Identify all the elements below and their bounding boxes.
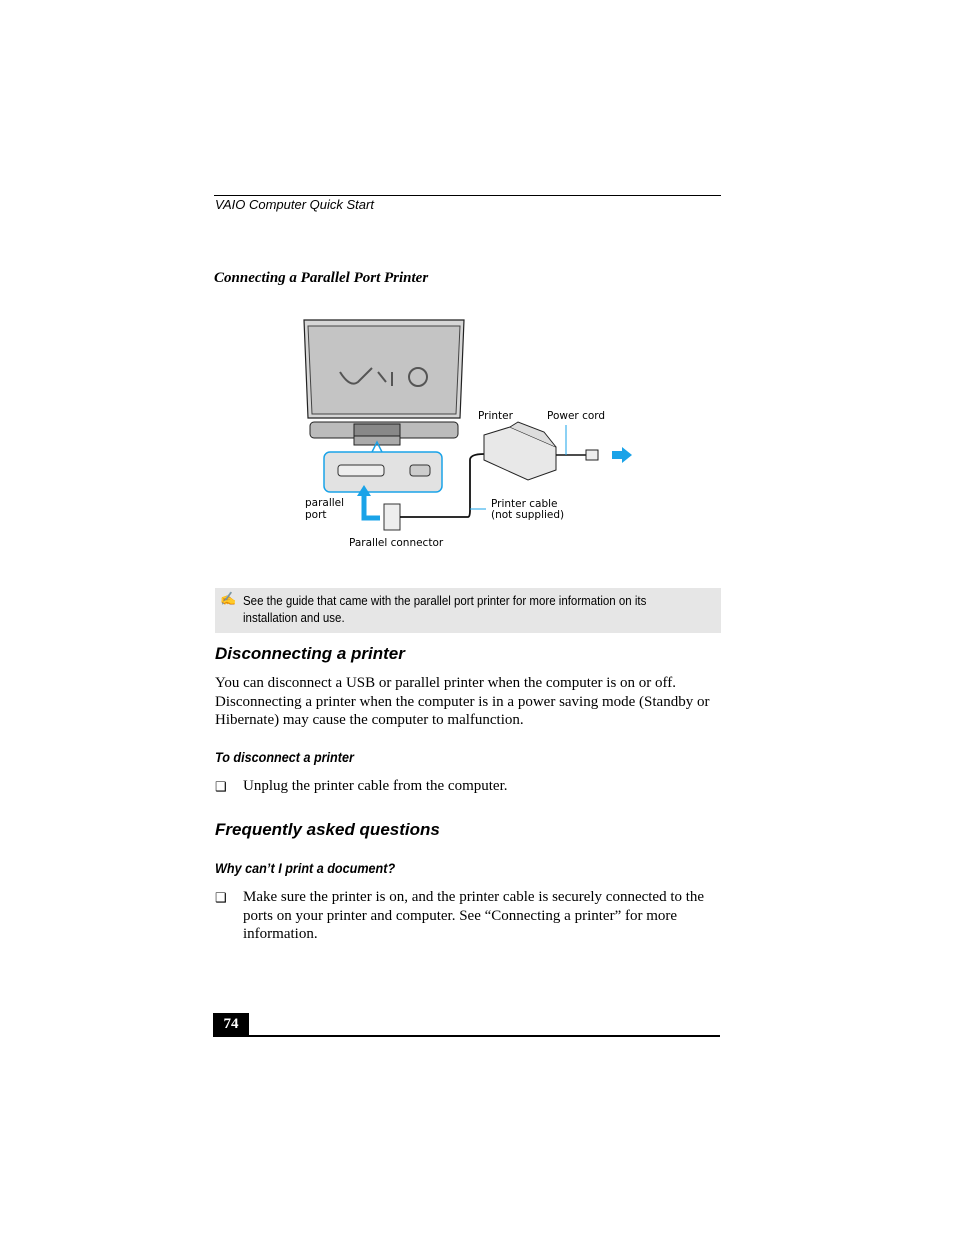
bullet-icon: ❑ — [215, 890, 227, 905]
printer-illustration — [484, 422, 556, 480]
arrow-icon — [364, 496, 380, 518]
heading-disconnecting: Disconnecting a printer — [215, 644, 405, 663]
note-text: See the guide that came with the parallel port printer for more information on its installation and use. — [243, 594, 647, 625]
parallel-port — [338, 465, 384, 476]
label-power-cord: Power cord — [547, 410, 606, 422]
page-number: 74 — [213, 1013, 249, 1036]
label-parallel-port: parallel — [305, 497, 345, 509]
pencil-note-icon: ✍ — [220, 591, 237, 606]
faq-question: Why can’t I print a document? — [215, 860, 396, 876]
label-parallel-connector: Parallel connector — [349, 537, 444, 549]
note-box — [215, 588, 721, 633]
bullet-icon: ❑ — [215, 779, 227, 794]
printer-connection-diagram — [300, 310, 640, 555]
footer-rule — [213, 1035, 720, 1037]
arrow-icon — [612, 447, 632, 463]
heading-to-disconnect: To disconnect a printer — [215, 749, 354, 765]
laptop-illustration — [304, 320, 464, 445]
parallel-connector — [384, 504, 400, 530]
figure-caption: Connecting a Parallel Port Printer — [214, 270, 429, 286]
header-rule — [214, 195, 721, 196]
label-printer-cable: Printer cable — [491, 498, 558, 510]
step-unplug: Unplug the printer cable from the computer. — [243, 778, 508, 794]
label-parallel-port-2: port — [305, 509, 327, 521]
paragraph-disconnecting: You can disconnect a USB or parallel printer when the computer is on or off. Disconnecting a printer when the computer is in a power saving mode (Standby or Hibernate) may cause the computer to malfunction. — [215, 675, 710, 728]
label-printer-cable-2: (not supplied) — [491, 509, 565, 521]
heading-faq: Frequently asked questions — [215, 820, 440, 839]
faq-answer: Make sure the printer is on, and the printer cable is securely connected to the ports on your printer and computer. See “Connecting a printer” for more information. — [243, 889, 705, 942]
label-printer: Printer — [478, 410, 513, 422]
running-header: VAIO Computer Quick Start — [215, 197, 374, 212]
